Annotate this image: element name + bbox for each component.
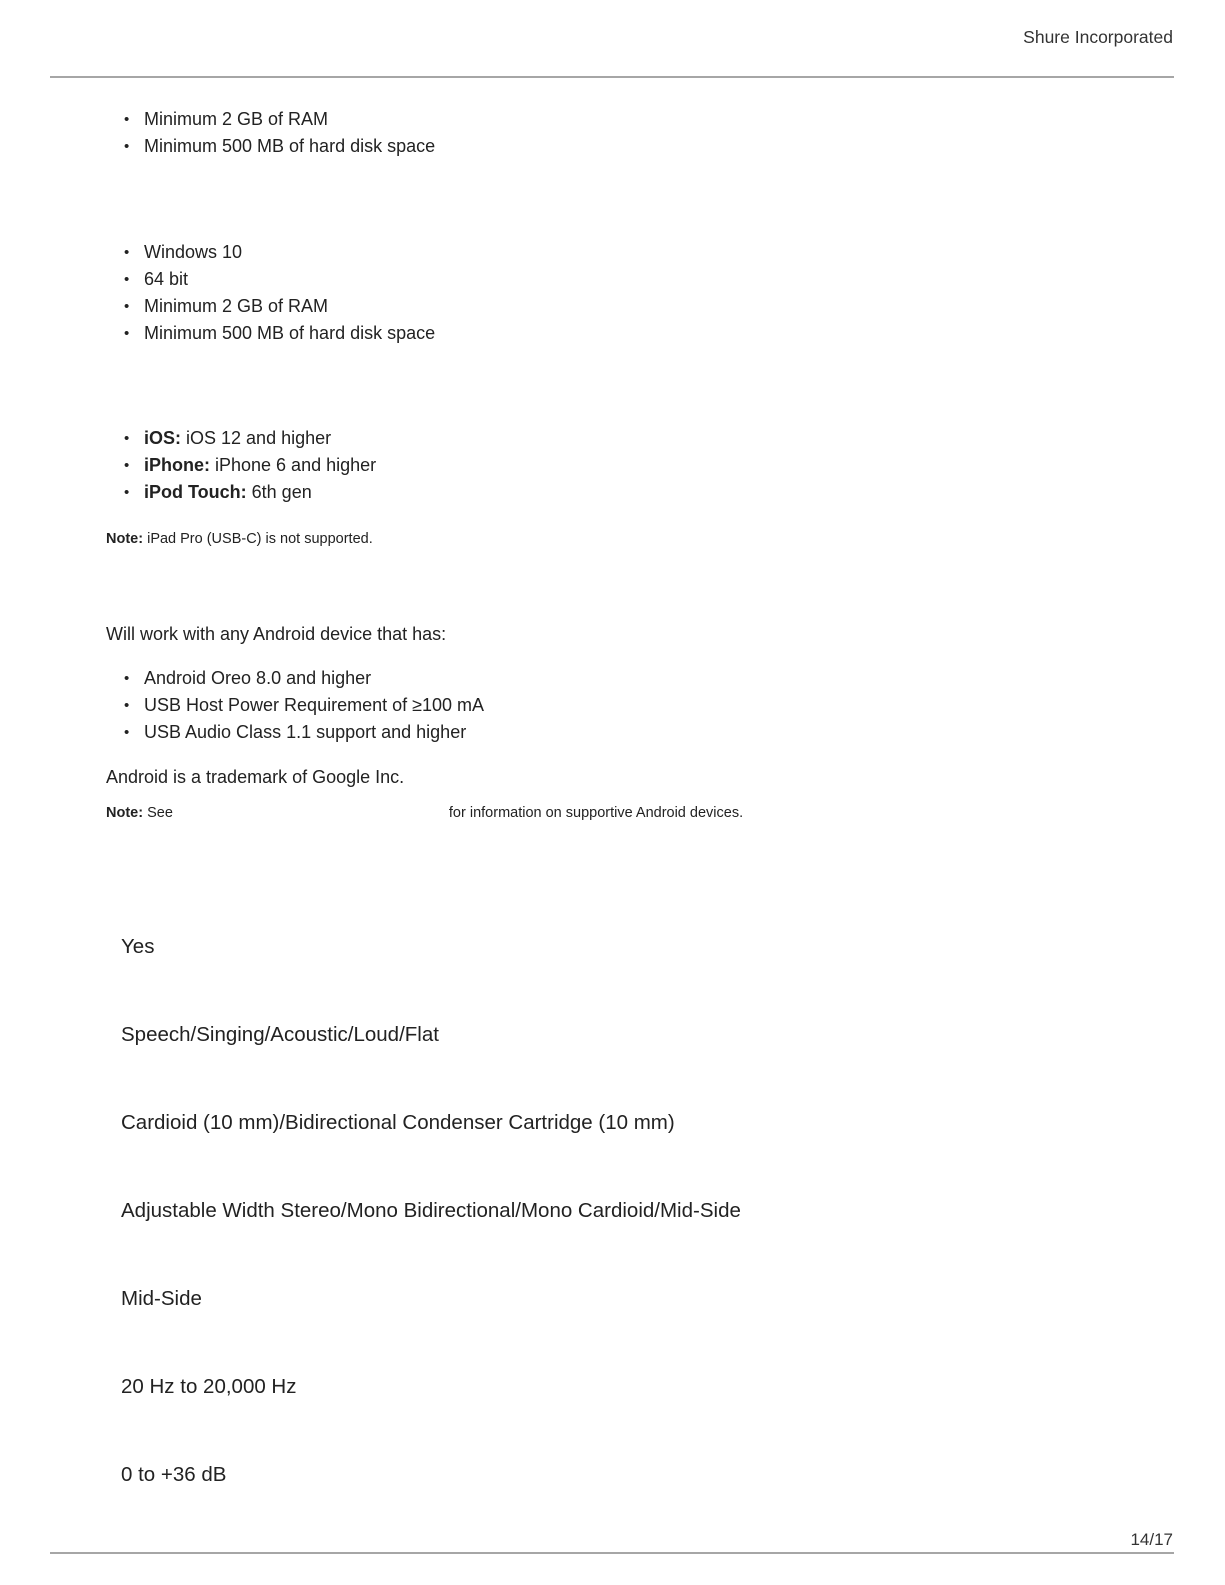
note-label: Note: — [106, 805, 144, 821]
list-item: • USB Audio Class 1.1 support and higher — [124, 719, 484, 746]
list-item — [124, 479, 376, 506]
android-trademark: Android is a trademark of Google Inc. — [106, 767, 405, 787]
list-item: • Minimum 2 GB of RAM — [124, 106, 435, 133]
spec-value: Adjustable Width Stereo/Mono Bidirectional/Mono Cardioid/Mid-Side — [121, 1199, 741, 1222]
ios-requirements-list — [124, 425, 376, 506]
list-item — [124, 425, 376, 452]
list-item: • Minimum 500 MB of hard disk space — [124, 320, 435, 347]
spec-value: Cardioid (10 mm)/Bidirectional Condenser Cartridge (10 mm) — [121, 1111, 675, 1134]
spec-value: 20 Hz to 20,000 Hz — [121, 1375, 297, 1398]
windows-requirements-list — [124, 239, 435, 347]
note-label: Note: — [106, 531, 144, 547]
iphone-value: iPhone 6 and higher — [210, 455, 377, 475]
list-item: • Minimum 2 GB of RAM — [124, 293, 435, 320]
note-text-after: for information on supportive Android devices. — [448, 805, 744, 821]
android-note — [106, 805, 743, 821]
ios-value: iOS 12 and higher — [181, 428, 332, 448]
ipod-term: iPod Touch: — [144, 482, 247, 502]
macos-requirements-list — [124, 106, 435, 160]
list-item: • 64 bit — [124, 266, 435, 293]
header-company-name: Shure Incorporated — [1023, 27, 1173, 47]
iphone-term: iPhone: — [144, 455, 210, 475]
ios-note — [106, 531, 373, 547]
spec-value: 0 to +36 dB — [121, 1463, 227, 1486]
list-item: • USB Host Power Requirement of ≥100 mA — [124, 692, 484, 719]
footer-divider — [50, 1552, 1174, 1554]
note-text: iPad Pro (USB-C) is not supported. — [143, 531, 373, 547]
android-intro: Will work with any Android device that has: — [106, 624, 447, 644]
header-divider — [50, 76, 1174, 78]
ipod-value: 6th gen — [246, 482, 312, 502]
spec-value: Mid-Side — [121, 1287, 202, 1310]
list-item: • Minimum 500 MB of hard disk space — [124, 133, 435, 160]
page-number: 14/17 — [1130, 1530, 1173, 1549]
list-item: • Android Oreo 8.0 and higher — [124, 665, 484, 692]
note-text-before: See — [143, 805, 173, 821]
list-item — [124, 452, 376, 479]
list-item: • Windows 10 — [124, 239, 435, 266]
android-requirements-list — [124, 665, 484, 746]
spec-value: Speech/Singing/Acoustic/Loud/Flat — [121, 1023, 439, 1046]
ios-term: iOS: — [144, 428, 182, 448]
spec-value: Yes — [121, 935, 155, 958]
